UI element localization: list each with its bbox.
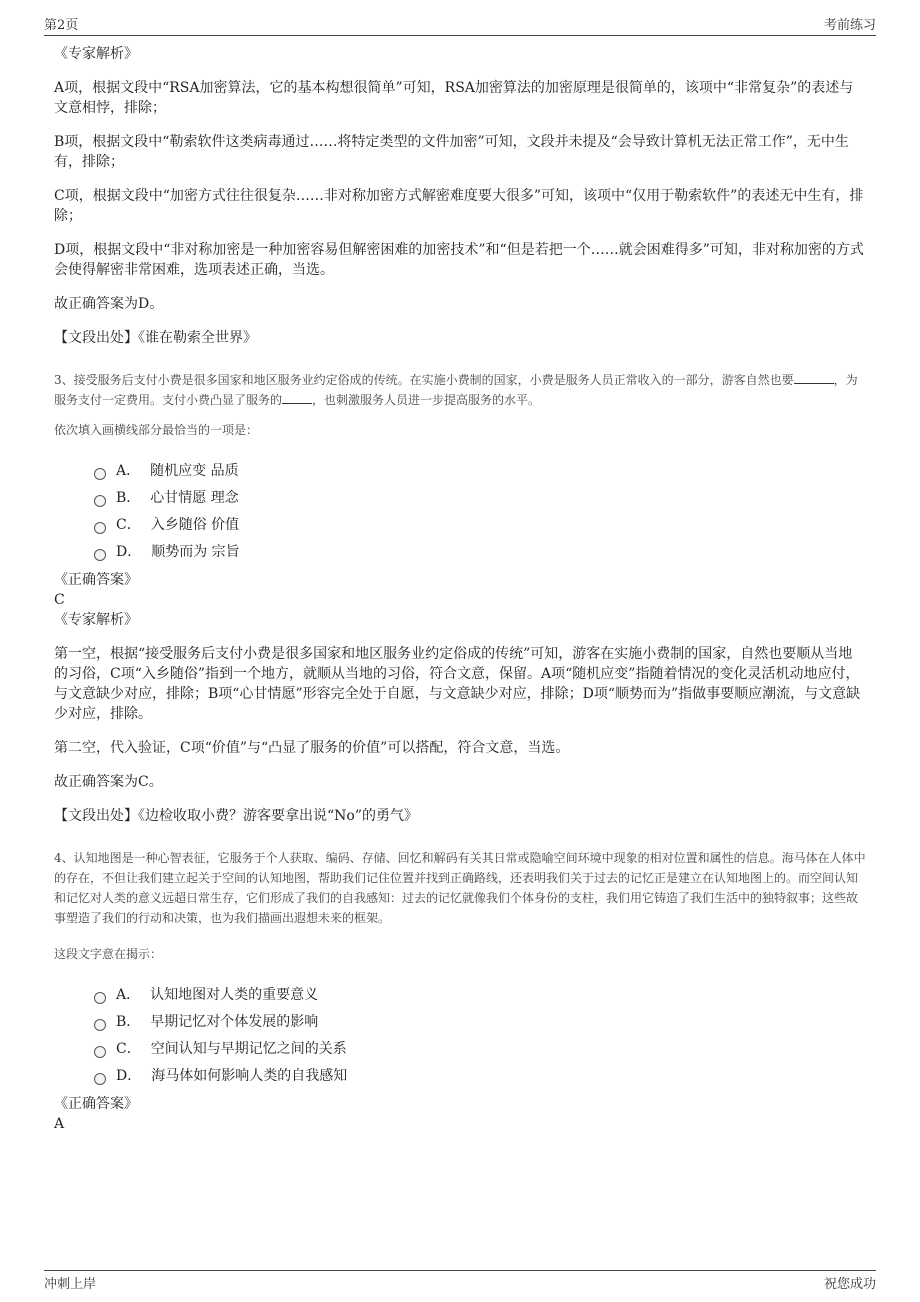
radio-icon[interactable] <box>94 1019 106 1031</box>
radio-icon[interactable] <box>94 495 106 507</box>
q2-analysis-b: B项，根据文段中“勒索软件这类病毒通过……将特定类型的文件加密”可知，文段并未提及“会导致计算机无法正常工作”，无中生有，排除； <box>54 134 849 170</box>
page-footer <box>44 1270 876 1292</box>
q3-option-a[interactable]: A． 随机应变 品质 <box>94 456 866 483</box>
main-content <box>54 44 866 1134</box>
page-number: 第2页 <box>44 18 79 33</box>
header-title: 考前练习 <box>823 18 876 33</box>
q3-stem: 3、接受服务后支付小费是很多国家和地区服务业约定俗成的传统。在实施小费制的国家，小费是服务人员正常收入的一部分，游客自然也要 ，为服务支付一定费用。支付小费凸显了服务的 ，也刺激服务人员进一步提高服务的水平。 <box>54 373 858 407</box>
q3-analysis-1: 第一空，根据“接受服务后支付小费是很多国家和地区服务业约定俗成的传统”可知，游客在实施小费制的国家，自然也要顺从当地的习俗，C项“入乡随俗”指到一个地方，就顺从当地的习俗，符合文意，保留。A项“随机应变”指随着情况的变化灵活机动地应付，与文意缺少对应，排除；B项“心甘情愿”形容完全处于自愿，与文意缺少对应，排除；D项“顺势而为”指做事要顺应潮流，与文意缺少对应，排除。 <box>54 646 861 722</box>
q4-answer: A <box>54 1116 65 1132</box>
q4-option-a[interactable]: A． 认知地图对人类的重要意义 <box>94 980 866 1007</box>
q3-option-b[interactable]: B． 心甘情愿 理念 <box>94 483 866 510</box>
q3-analysis-2: 第二空，代入验证，C项“价值”与“凸显了服务的价值”可以搭配，符合文意，当选。 <box>54 740 570 756</box>
q4-options <box>94 980 866 1088</box>
q4-option-b[interactable]: B． 早期记忆对个体发展的影响 <box>94 1007 866 1034</box>
q3-blank-2 <box>282 403 312 404</box>
q2-analysis-d: D项，根据文段中“非对称加密是一种加密容易但解密困难的加密技术”和“但是若把一个……就会困难得多”可知，非对称加密的方式会使得解密非常困难，选项表述正确，当选。 <box>54 242 864 278</box>
radio-icon[interactable] <box>94 1046 106 1058</box>
q3-answer: C <box>54 592 65 608</box>
q2-expert-label: 《专家解析》 <box>54 46 138 62</box>
q4-option-c[interactable]: C． 空间认知与早期记忆之间的关系 <box>94 1034 866 1061</box>
q3-answer-label: 《正确答案》 <box>54 572 138 588</box>
q3-option-d[interactable]: D． 顺势而为 宗旨 <box>94 537 866 564</box>
radio-icon[interactable] <box>94 522 106 534</box>
q4-answer-label: 《正确答案》 <box>54 1096 138 1112</box>
q4-stem: 4、认知地图是一种心智表征，它服务于个人获取、编码、存储、回忆和解码有关其日常或隐喻空间环境中现象的相对位置和属性的信息。海马体在人体中的存在，不但让我们建立起关于空间的认知地图，帮助我们记住位置并找到正确路线，还表明我们关于过去的记忆正是建立在认知地图上的。而空间认知和记忆对人类的意义远超日常生存，它们形成了我们的自我感知：过去的记忆就像我们个体身份的支柱，我们用它铸造了我们生活中的独特叙事；这些故事塑造了我们的行动和决策，也为我们描画出遐想未来的框架。 <box>54 851 866 925</box>
q2-conclusion: 故正确答案为D。 <box>54 296 164 312</box>
q2-analysis-c: C项，根据文段中“加密方式往往很复杂……非对称加密方式解密难度要大很多”可知，该项中“仅用于勒索软件”的表述无中生有，排除； <box>54 188 864 224</box>
q3-expert-label: 《专家解析》 <box>54 612 138 628</box>
q2-source: 【文段出处】《谁在勒索全世界》 <box>54 330 257 346</box>
q3-source: 【文段出处】《边检收取小费？游客要拿出说“No”的勇气》 <box>54 808 418 824</box>
radio-icon[interactable] <box>94 1073 106 1085</box>
q4-option-d[interactable]: D． 海马体如何影响人类的自我感知 <box>94 1061 866 1088</box>
q3-conclusion: 故正确答案为C。 <box>54 774 163 790</box>
radio-icon[interactable] <box>94 468 106 480</box>
page-header <box>44 14 876 36</box>
q3-option-c[interactable]: C． 入乡随俗 价值 <box>94 510 866 537</box>
q3-blank-1 <box>794 383 834 384</box>
footer-left: 冲刺上岸 <box>44 1277 97 1292</box>
q3-options <box>94 456 866 564</box>
q3-instruction: 依次填入画横线部分最恰当的一项是： <box>54 423 259 437</box>
radio-icon[interactable] <box>94 992 106 1004</box>
footer-right: 祝您成功 <box>823 1277 876 1292</box>
radio-icon[interactable] <box>94 549 106 561</box>
q4-instruction: 这段文字意在揭示： <box>54 947 163 961</box>
q2-analysis-a: A项，根据文段中“RSA加密算法，它的基本构想很简单”可知，RSA加密算法的加密原理是很简单的，该项中“非常复杂”的表述与文意相悖，排除； <box>54 80 854 116</box>
